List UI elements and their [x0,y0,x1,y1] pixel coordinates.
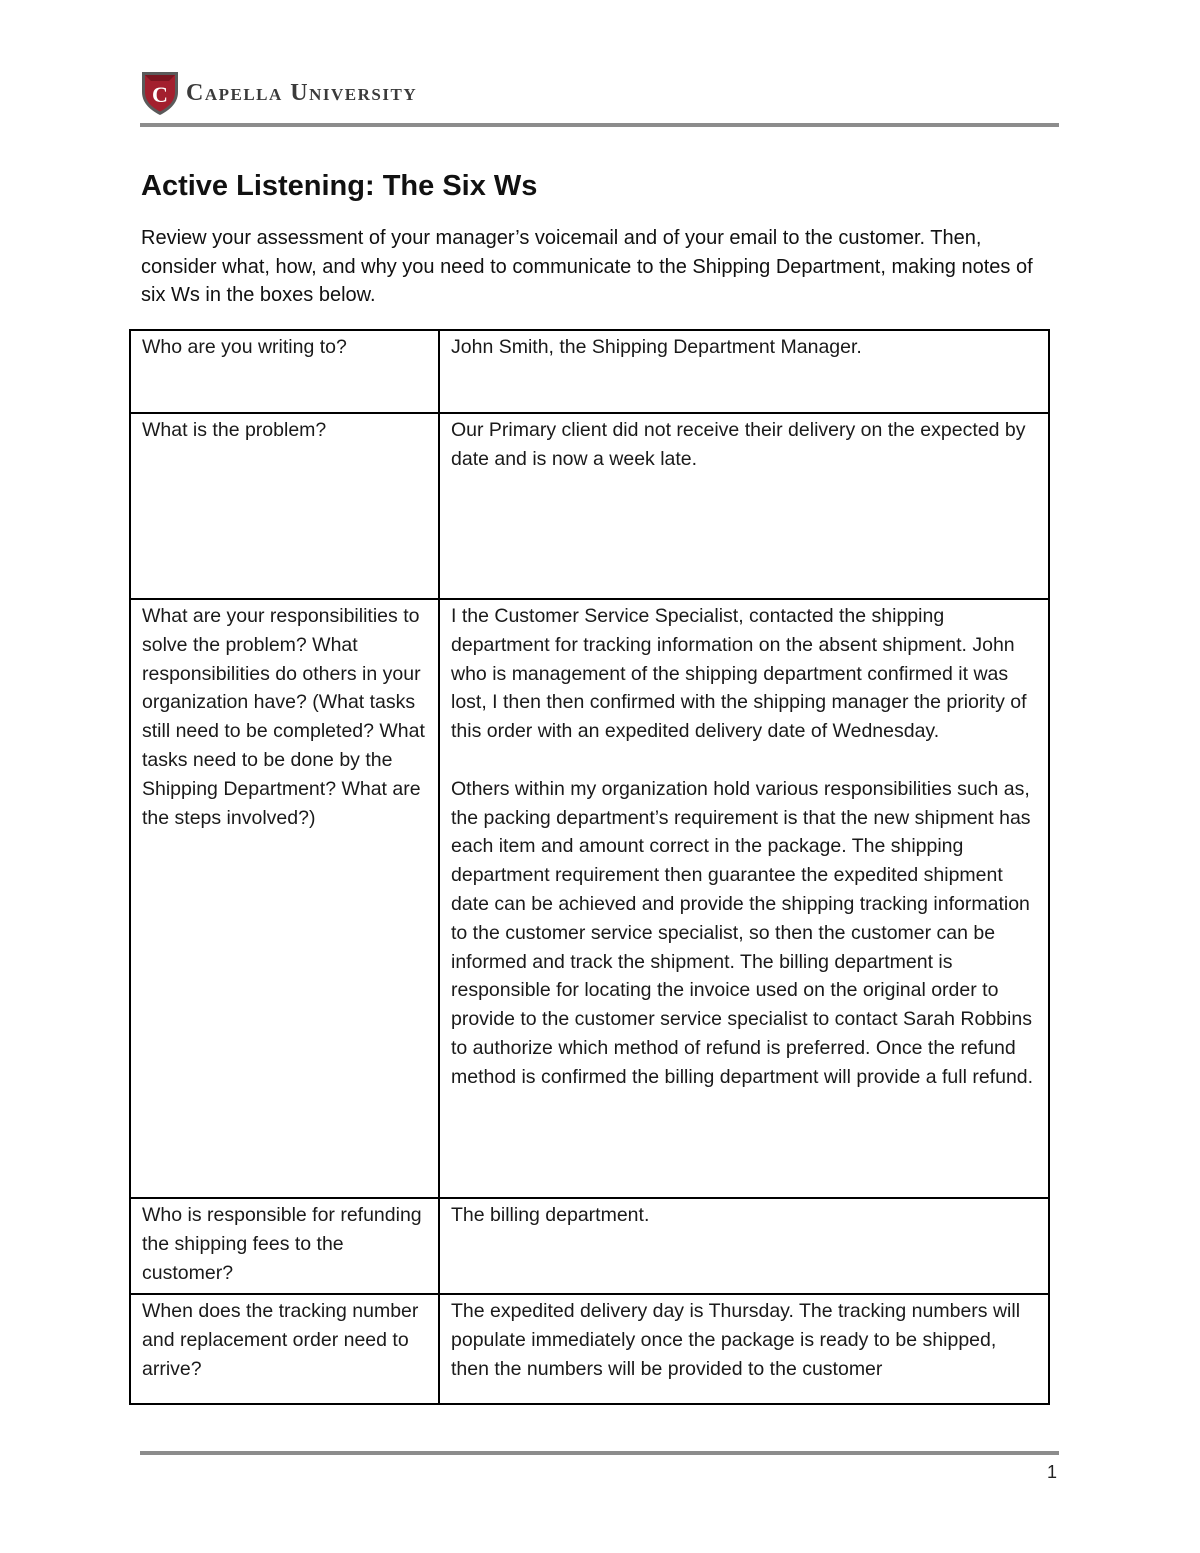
answer-cell [439,413,1049,599]
question-cell [130,1198,439,1294]
intro-paragraph: Review your assessment of your manager’s voicemail and of your email to the customer. Then, consider what, how, and why you need to communicate to the Shipping Department, making notes of six Ws in the boxes below. [141,227,1033,306]
question-text: When does the tracking number and replacement order need to arrive? [142,1300,419,1380]
answer-text: The expedited delivery day is Thursday. The tracking numbers will populate immediately once the package is ready to be shipped, then the numbers will be provided to the customer [451,1300,1021,1380]
capella-logo [140,70,417,116]
six-ws-table [129,329,1050,1405]
answer-cell [439,599,1049,1198]
question-text: What is the problem? [142,419,327,441]
logo-text: Capella University [186,79,418,106]
table-row [130,1294,1049,1404]
answer-cell [439,1198,1049,1294]
question-cell [130,1294,439,1404]
answer-cell [439,1294,1049,1404]
answer-text: Our Primary client did not receive their delivery on the expected by date and is now a week late. [451,419,1026,470]
answer-text: The billing department. [451,1204,650,1226]
table-row [130,330,1049,413]
question-cell [130,330,439,413]
table-row [130,1198,1049,1294]
page-title: Active Listening: The Six Ws [141,170,538,202]
question-cell [130,413,439,599]
page-number: 1 [1046,1462,1057,1482]
question-text: Who are you writing to? [142,336,347,358]
question-text: What are your responsibilities to solve the problem? What responsibilities do others in your organization have? (What tasks still need to be completed? What tasks need to be done by the Shipping Department? What are the steps involved?) [142,605,425,829]
capella-shield-icon [140,70,180,116]
answer-cell [439,330,1049,413]
answer-text: I the Customer Service Specialist, contacted the shipping department for tracking information on the absent shipment. John who is management of the shipping department confirmed it was lost, I then then confirmed with the shipping manager the priority of this order with an expedited delivery date of Wednesday. Others within my organization hold various responsibilities such as, the packing department’s requirement is that the new shipment has each item and amount correct in the package. The shipping department requirement then guarantee the expedited shipment date can be achieved and provide the shipping tracking information to the customer service specialist, so then the customer can be informed and track the shipment. The billing department is responsible for locating the invoice used on the original order to provide to the customer service specialist to contact Sarah Robbins to authorize which method of refund is preferred. Once the refund method is confirmed the billing department will provide a full refund. [451,605,1034,1088]
header-divider [140,123,1059,127]
svg-text:C: C [152,82,168,107]
answer-text: John Smith, the Shipping Department Manager. [451,336,862,358]
footer-divider [140,1451,1059,1455]
question-cell [130,599,439,1198]
question-text: Who is responsible for refunding the shipping fees to the customer? [142,1204,422,1284]
table-row [130,413,1049,599]
table-row [130,599,1049,1198]
